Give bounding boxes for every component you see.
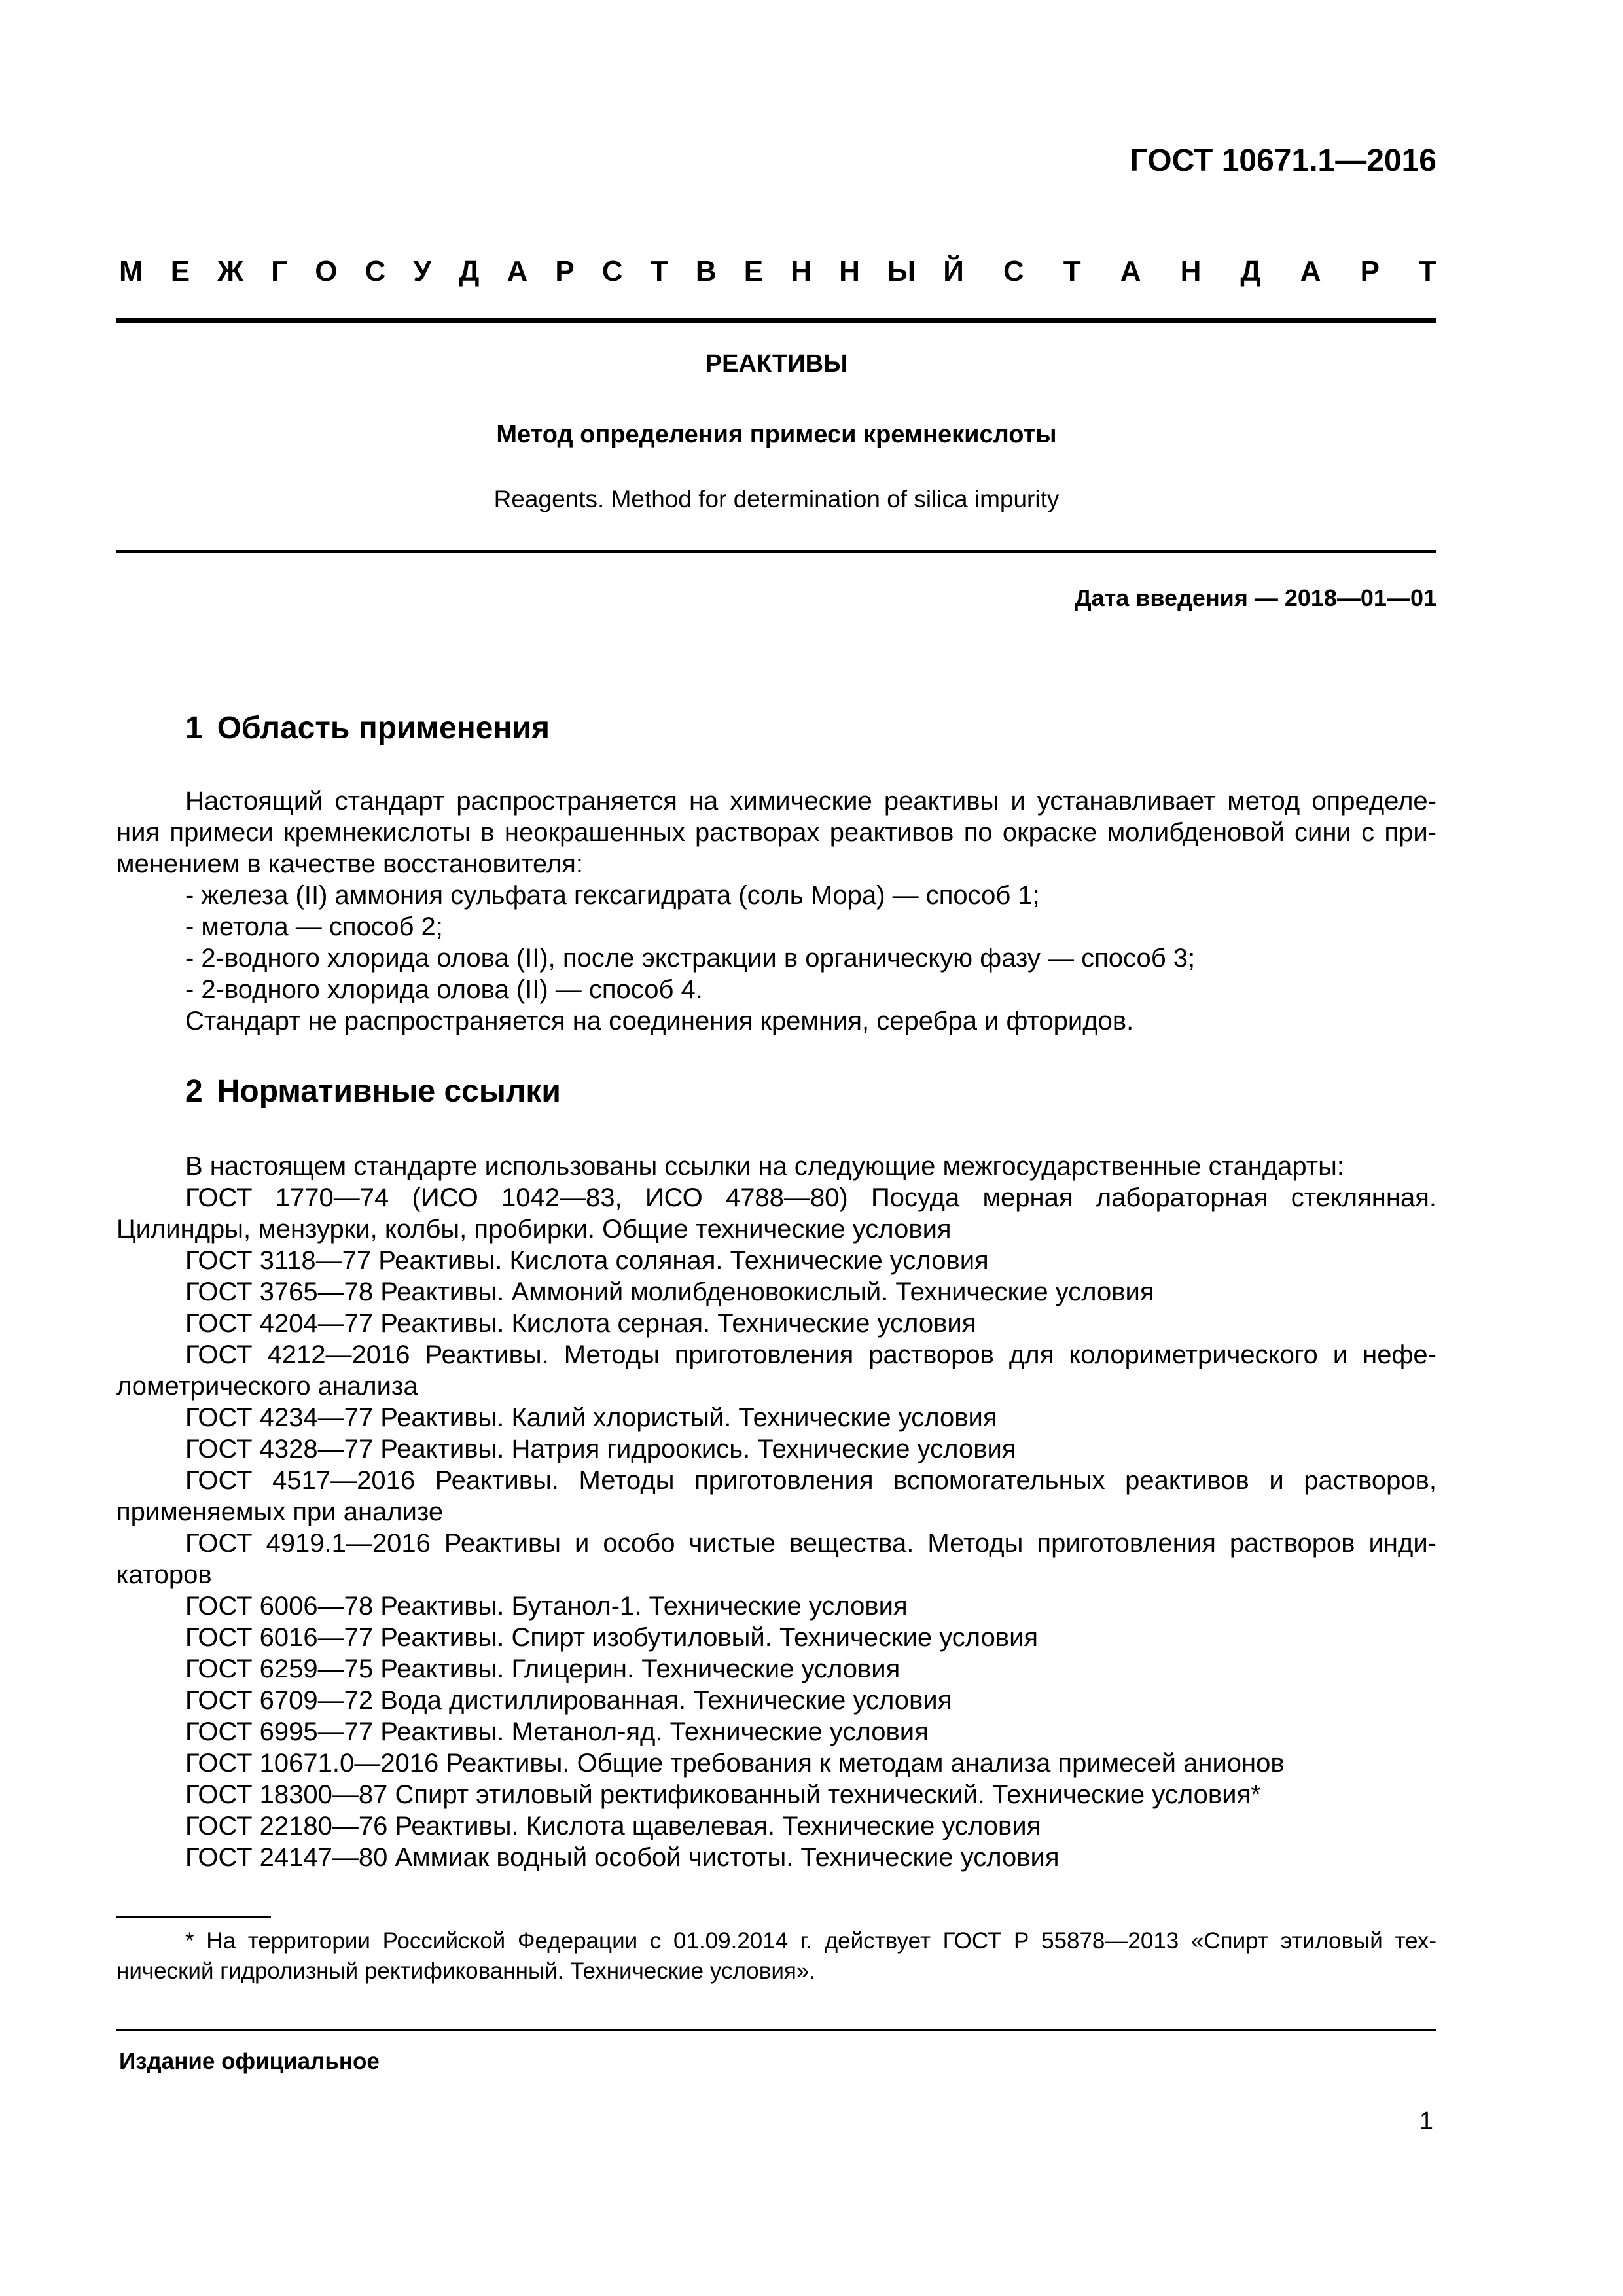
document-title: РЕАКТИВЫ [705, 350, 848, 378]
reference-item: ГОСТ 4328—77 Реактивы. Натрия гидроокись. Технические условия [185, 1435, 1016, 1463]
reference-item-continuation: каторов [116, 1560, 212, 1589]
footnote [116, 1926, 1436, 1986]
references-list [116, 1182, 1436, 1873]
section2-heading [185, 1073, 561, 1109]
section1-closing: Стандарт не распространяется на соединения кремния, серебра и фторидов. [185, 1007, 1134, 1035]
reference-item: ГОСТ 4517—2016 Реактивы. Методы приготовления вспомогательных реактивов и растворов, [185, 1466, 1436, 1495]
reference-item: ГОСТ 24147—80 Аммиак водный особой чистоты. Технические условия [185, 1843, 1060, 1872]
section2-intro: В настоящем стандарте использованы ссылки на следующие межгосударственные стандарты: [185, 1152, 1344, 1181]
list-item: - 2-водного хлорида олова (II) — способ 4. [185, 975, 703, 1004]
section2-title: Нормативные ссылки [217, 1074, 561, 1109]
standard-type-word2: С Т А Н Д А Р Т [1003, 255, 1436, 287]
reference-item-continuation: Цилиндры, мензурки, колбы, пробирки. Общие технические условия [116, 1215, 952, 1244]
footnote-line: нический гидролизный ректификованный. Технические условия». [116, 1958, 816, 1984]
list-item: - железа (II) аммония сульфата гексагидрата (соль Мора) — способ 1; [185, 881, 1040, 910]
footnote-line: * На территории Российской Федерации с 01.09.2014 г. действует ГОСТ Р 55878—2013 «Спирт этиловый тех- [185, 1928, 1436, 1954]
section1-title: Область применения [217, 711, 550, 745]
reference-item: ГОСТ 4919.1—2016 Реактивы и особо чистые вещества. Методы приготовления растворов инди- [185, 1529, 1436, 1558]
reference-item: ГОСТ 22180—76 Реактивы. Кислота щавелевая. Технические условия [185, 1812, 1041, 1840]
footer-rule [116, 2029, 1436, 2031]
standard-type-banner [119, 255, 1436, 288]
standard-type-word1: М Е Ж Г О С У Д А Р С Т В Е Н Н Ы Й [119, 255, 964, 287]
page-number: 1 [1419, 2108, 1433, 2135]
reference-item: ГОСТ 6709—72 Вода дистиллированная. Технические условия [185, 1686, 952, 1715]
document-title-english: Reagents. Method for determination of silica impurity [493, 486, 1060, 512]
section1-para-line: ния примеси кремнекислоты в неокрашенных растворах реактивов по окраске молибденовой сини с при- [116, 818, 1436, 847]
reference-item: ГОСТ 4212—2016 Реактивы. Методы приготовления растворов для колориметрического и нефе- [185, 1340, 1436, 1369]
section2-body [116, 1151, 1436, 1873]
reference-item: ГОСТ 6006—78 Реактивы. Бутанол-1. Технические условия [185, 1592, 908, 1621]
section1-para-line: менением в качестве восстановителя: [116, 850, 584, 878]
section1-para-line: Настоящий стандарт распространяется на химические реактивы и устанавливает метод определе- [185, 787, 1436, 816]
introduction-date: Дата введения — 2018—01—01 [1074, 584, 1436, 611]
reference-item: ГОСТ 1770—74 (ИСО 1042—83, ИСО 4788—80) Посуда мерная лабораторная стеклянная. [185, 1183, 1436, 1212]
edition-label: Издание официальное [119, 2049, 380, 2074]
document-subtitle: Метод определения примеси кремнекислоты [496, 421, 1057, 448]
section1-heading [185, 710, 550, 746]
reference-item: ГОСТ 10671.0—2016 Реактивы. Общие требования к методам анализа примесей анионов [185, 1749, 1285, 1778]
reference-item: ГОСТ 4234—77 Реактивы. Калий хлористый. Технические условия [185, 1403, 997, 1432]
section1-number: 1 [185, 711, 203, 745]
reference-item: ГОСТ 6995—77 Реактивы. Метанол-яд. Технические условия [185, 1717, 929, 1746]
section2-number: 2 [185, 1074, 203, 1109]
reference-item: ГОСТ 18300—87 Спирт этиловый ректификованный технический. Технические условия* [185, 1780, 1261, 1809]
header-rule [116, 318, 1436, 323]
reference-item-continuation: лометрического анализа [116, 1372, 418, 1401]
reference-item: ГОСТ 6016—77 Реактивы. Спирт изобутиловый. Технические условия [185, 1623, 1039, 1652]
reference-item: ГОСТ 3765—78 Реактивы. Аммоний молибденовокислый. Технические условия [185, 1278, 1154, 1306]
reference-item: ГОСТ 4204—77 Реактивы. Кислота серная. Технические условия [185, 1309, 976, 1338]
reference-item: ГОСТ 6259—75 Реактивы. Глицерин. Технические условия [185, 1655, 901, 1683]
list-item: - 2-водного хлорида олова (II), после экстракции в органическую фазу — способ 3; [185, 944, 1196, 973]
section1-body [116, 785, 1436, 1037]
reference-item: ГОСТ 3118—77 Реактивы. Кислота соляная. Технические условия [185, 1246, 989, 1275]
reference-item-continuation: применяемых при анализе [116, 1498, 444, 1526]
title-rule [116, 550, 1436, 553]
footnote-separator [116, 1916, 271, 1918]
document-code: ГОСТ 10671.1—2016 [1130, 143, 1436, 178]
list-item: - метола — способ 2; [185, 912, 443, 941]
